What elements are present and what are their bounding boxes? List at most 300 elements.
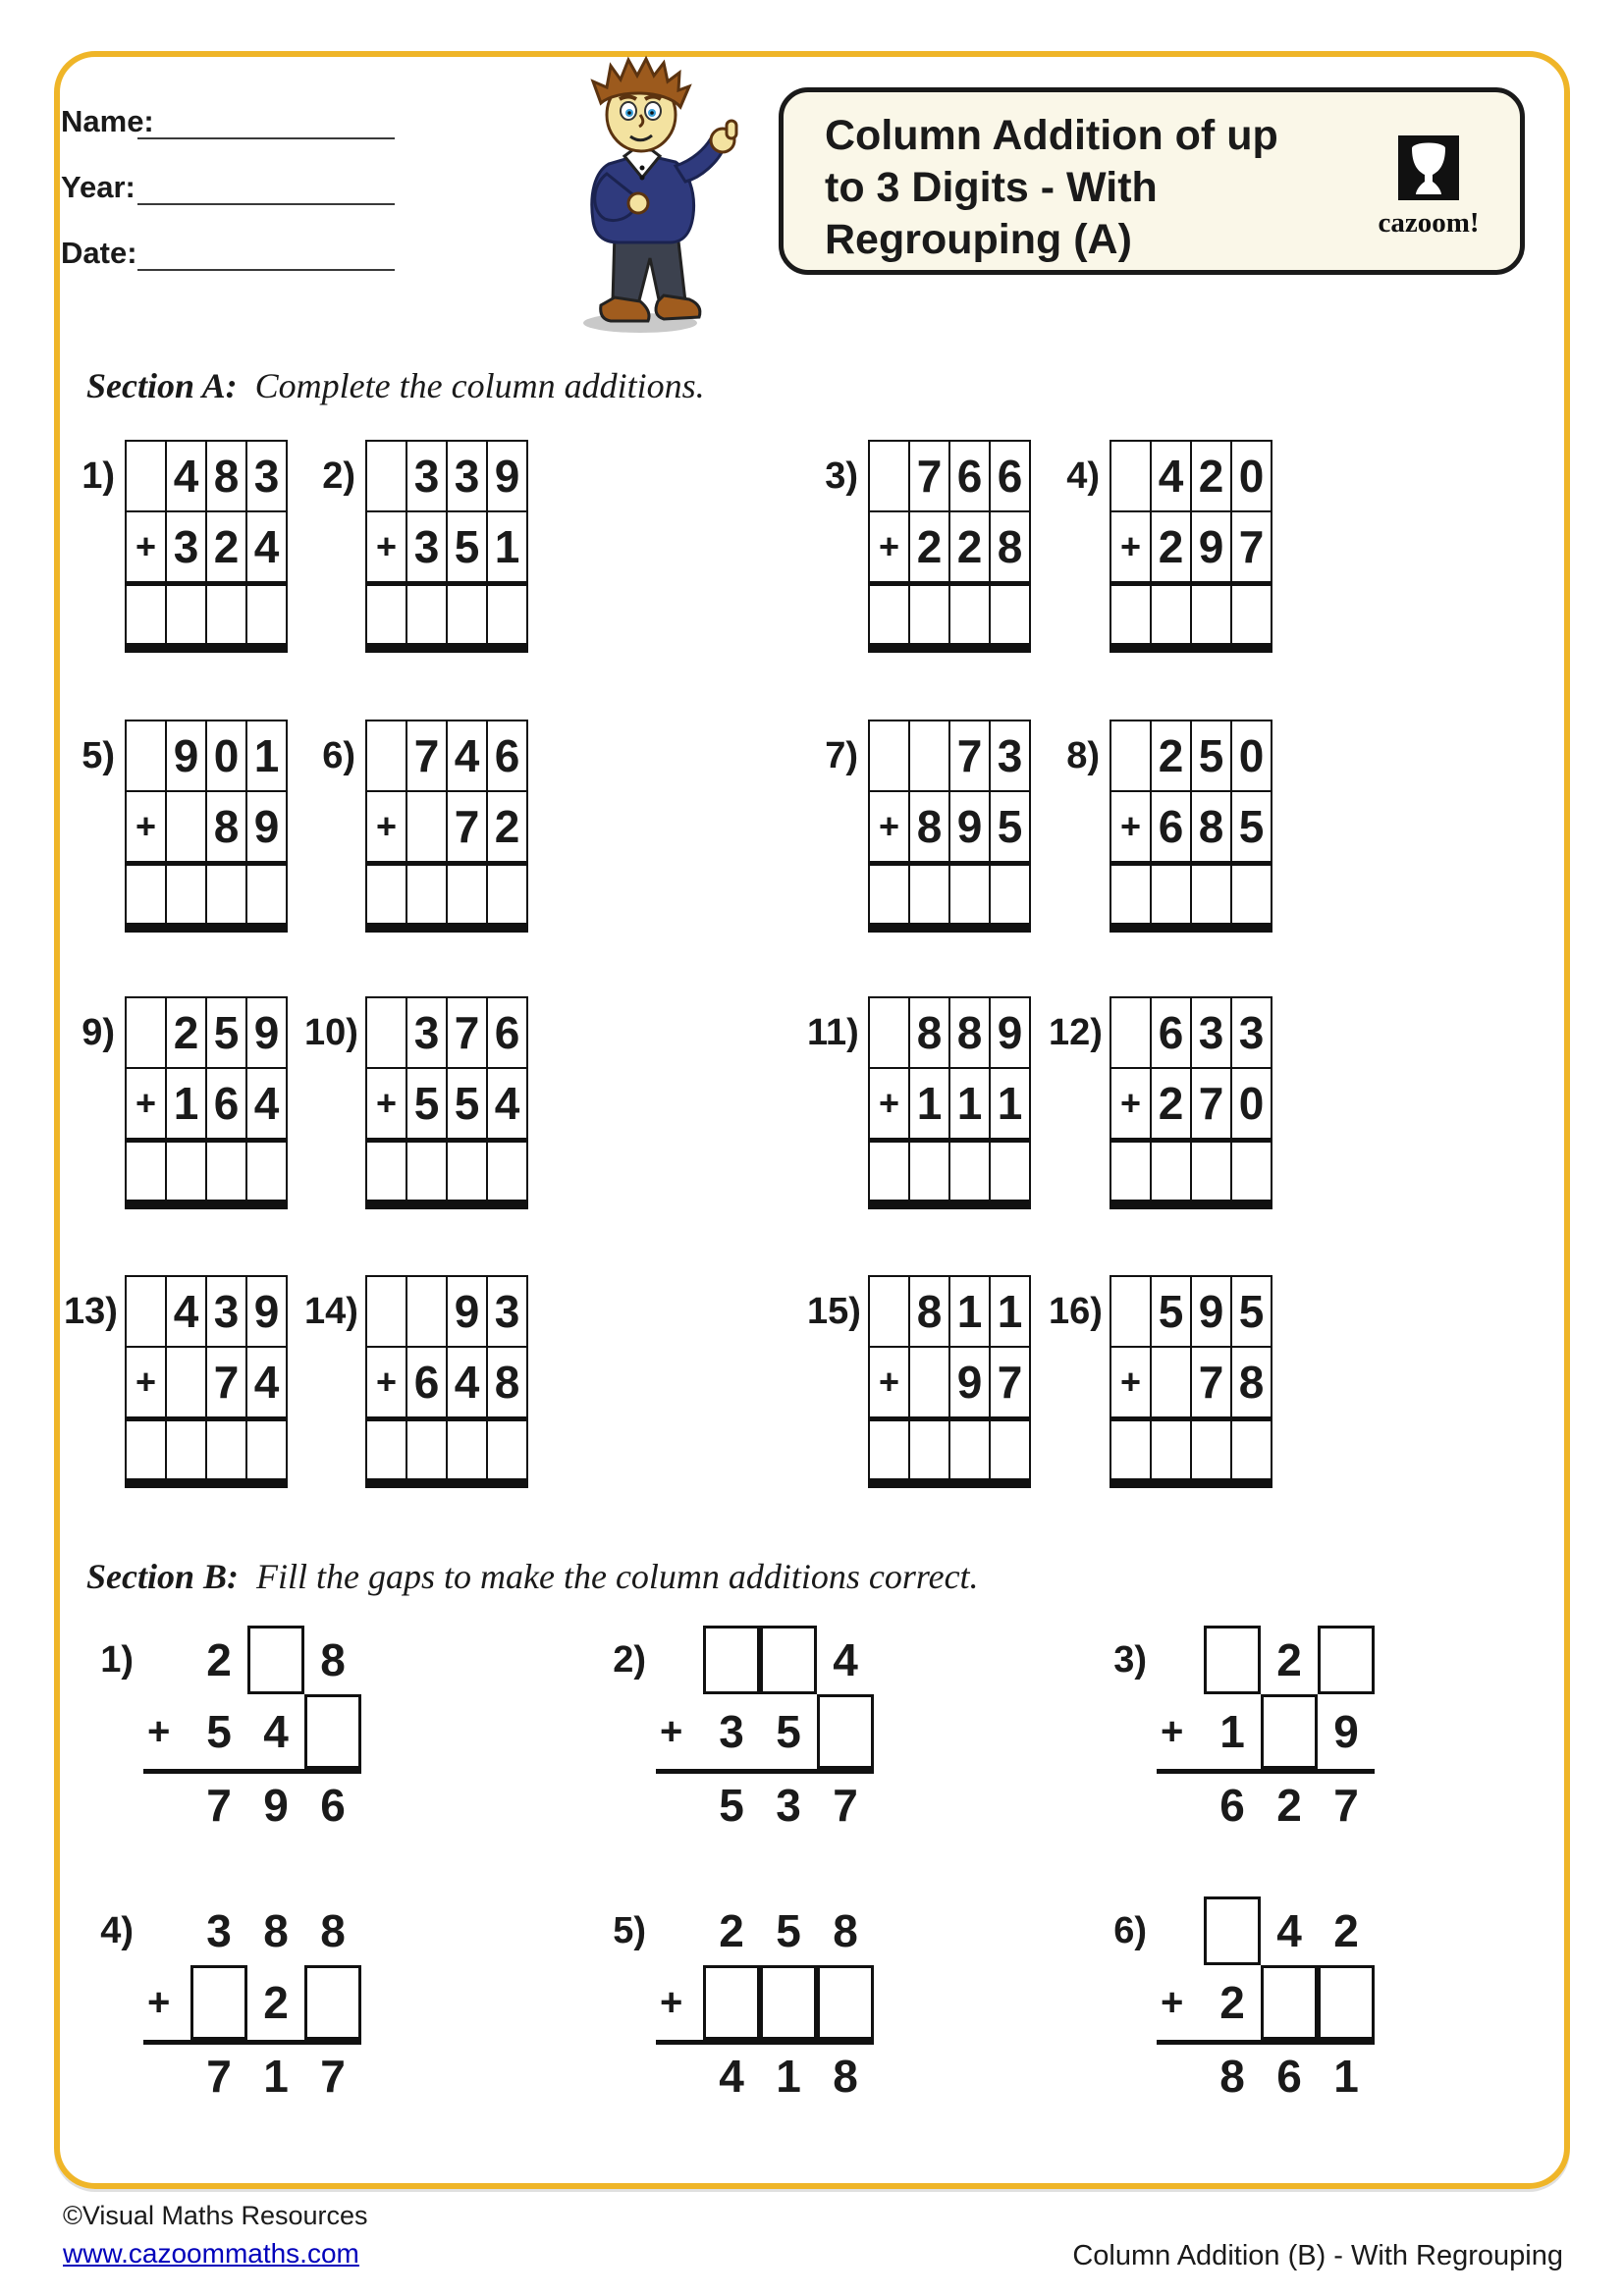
gap-addition-grid <box>1157 1896 1375 2108</box>
gap-box[interactable] <box>1318 1626 1375 1694</box>
digit-cell: 6 <box>205 1069 245 1138</box>
top-addend-row <box>1111 998 1271 1067</box>
digit-cell: 9 <box>486 442 526 510</box>
bottom-addend-row <box>1111 510 1271 581</box>
digit-cell: 1 <box>245 721 286 790</box>
digit-cell: 9 <box>245 998 286 1067</box>
digit-cell: 4 <box>245 512 286 581</box>
bottom-addend-row <box>870 1067 1029 1138</box>
spacer <box>656 1774 703 1837</box>
answer-cell[interactable] <box>1230 586 1271 643</box>
problem-number: 8) <box>1066 735 1100 776</box>
carry-cell[interactable] <box>127 998 165 1067</box>
bottom-addend-row <box>367 790 526 861</box>
answer-cell[interactable] <box>1150 586 1190 643</box>
answer-cell[interactable] <box>486 1421 526 1478</box>
problem-number: 11) <box>807 1012 859 1053</box>
answer-cell[interactable] <box>1190 1143 1230 1200</box>
digit-cell: 8 <box>908 792 948 861</box>
answer-row <box>367 1416 526 1478</box>
carry-cell[interactable] <box>870 721 908 790</box>
gap-box[interactable] <box>760 1965 817 2040</box>
column-addition-grid <box>365 996 528 1209</box>
plus-sign: + <box>1119 1362 1142 1402</box>
drum-icon <box>1398 135 1459 200</box>
answer-cell[interactable] <box>205 1421 245 1478</box>
digit-cell: 6 <box>406 1348 446 1416</box>
answer-cell[interactable] <box>1150 1143 1190 1200</box>
answer-row <box>870 861 1029 923</box>
top-addend-row <box>1111 1277 1271 1346</box>
bottom-addend-row <box>127 510 286 581</box>
digit-cell: 8 <box>320 1634 346 1685</box>
carry-cell[interactable] <box>870 1277 908 1346</box>
gap-addition-grid <box>143 1896 361 2108</box>
section-b-title: Section B: <box>86 1557 240 1596</box>
digit-cell: 5 <box>1190 721 1230 790</box>
answer-cell[interactable] <box>406 1143 446 1200</box>
answer-digit: 1 <box>1333 2051 1359 2102</box>
digit-cell: 3 <box>446 442 486 510</box>
worksheet-title <box>825 110 1278 266</box>
column-addition-grid <box>1110 996 1272 1209</box>
digit-cell: 0 <box>1230 442 1271 510</box>
digit-cell: 7 <box>1230 512 1271 581</box>
bottom-addend-row <box>870 510 1029 581</box>
answer-cell[interactable] <box>1111 1143 1150 1200</box>
gap-addition-grid <box>143 1626 361 1837</box>
digit-cell: 6 <box>1150 998 1190 1067</box>
gap-box[interactable] <box>1261 1694 1318 1769</box>
digit-cell: 2 <box>1276 1634 1302 1685</box>
digit-cell: 3 <box>206 1905 232 1956</box>
digit-cell: 5 <box>206 1706 232 1757</box>
top-addend-row <box>870 998 1029 1067</box>
gap-box[interactable] <box>817 1694 874 1769</box>
problem-number: 10) <box>304 1012 358 1053</box>
digit-cell <box>165 1348 205 1416</box>
answer-row <box>367 1138 526 1200</box>
digit-cell: 5 <box>205 998 245 1067</box>
digit-cell: 5 <box>776 1905 801 1956</box>
answer-row <box>870 1138 1029 1200</box>
digit-cell: 8 <box>263 1905 289 1956</box>
digit-cell: 4 <box>263 1706 289 1757</box>
problem-number: 15) <box>807 1291 861 1332</box>
gap-addition-grid <box>1157 1626 1375 1837</box>
year-field <box>61 170 135 209</box>
column-addition-grid <box>1110 1275 1272 1488</box>
answer-cell[interactable] <box>127 1143 165 1200</box>
spacer <box>1157 1626 1204 1694</box>
digit-cell: 4 <box>1150 442 1190 510</box>
digit-cell: 3 <box>1230 998 1271 1067</box>
digit-cell: 7 <box>446 998 486 1067</box>
gap-box[interactable] <box>1204 1626 1261 1694</box>
digit-cell: 9 <box>245 1277 286 1346</box>
year-label: Year: <box>61 170 135 204</box>
answer-cell[interactable] <box>908 586 948 643</box>
digit-cell: 8 <box>908 1277 948 1346</box>
answer-cell[interactable] <box>367 1421 406 1478</box>
carry-cell[interactable] <box>127 721 165 790</box>
digit-cell: 7 <box>948 721 989 790</box>
digit-cell: 6 <box>1150 792 1190 861</box>
answer-cell[interactable] <box>1111 586 1150 643</box>
answer-digit: 9 <box>263 1780 289 1831</box>
answer-cell[interactable] <box>948 586 989 643</box>
digit-cell: 7 <box>406 721 446 790</box>
answer-cell[interactable] <box>908 866 948 923</box>
answer-cell[interactable] <box>406 586 446 643</box>
digit-cell: 3 <box>205 1277 245 1346</box>
digit-cell: 2 <box>263 1977 289 2028</box>
digit-cell: 8 <box>1230 1348 1271 1416</box>
plus-sign: + <box>878 526 900 566</box>
problem-number: 4) <box>100 1910 134 1951</box>
plus-sign: + <box>878 1362 900 1402</box>
problem-number: 6) <box>1113 1910 1147 1951</box>
answer-cell[interactable] <box>127 866 165 923</box>
digit-cell: 6 <box>486 998 526 1067</box>
answer-cell[interactable] <box>205 1143 245 1200</box>
bottom-addend-row <box>870 790 1029 861</box>
digit-cell: 3 <box>719 1706 744 1757</box>
answer-cell[interactable] <box>205 586 245 643</box>
answer-cell[interactable] <box>245 1143 286 1200</box>
digit-cell <box>1150 1348 1190 1416</box>
bottom-addend-row <box>1111 790 1271 861</box>
answer-digit: 8 <box>1219 2051 1245 2102</box>
spacer <box>143 1774 190 1837</box>
answer-digit: 6 <box>1276 2051 1302 2102</box>
digit-cell: 8 <box>205 792 245 861</box>
gap-box[interactable] <box>190 1965 247 2040</box>
answer-cell[interactable] <box>870 1421 908 1478</box>
top-addend-row <box>127 998 286 1067</box>
problem-number: 14) <box>304 1291 358 1332</box>
answer-row <box>870 1416 1029 1478</box>
answer-cell[interactable] <box>989 1143 1029 1200</box>
answer-cell[interactable] <box>446 866 486 923</box>
bottom-addend-row <box>1111 1067 1271 1138</box>
carry-cell[interactable] <box>367 998 406 1067</box>
answer-row <box>870 581 1029 643</box>
title-line-3: Regrouping (A) <box>825 216 1132 263</box>
answer-cell[interactable] <box>1190 866 1230 923</box>
digit-cell: 3 <box>406 442 446 510</box>
worksheet-footer-title: Column Addition (B) - With Regrouping <box>1072 2240 1563 2271</box>
answer-cell[interactable] <box>245 586 286 643</box>
digit-cell: 2 <box>165 998 205 1067</box>
gap-box[interactable] <box>247 1626 304 1694</box>
plus-sign: + <box>147 1710 171 1753</box>
carry-cell[interactable] <box>1111 998 1150 1067</box>
answer-cell[interactable] <box>367 1143 406 1200</box>
plus-sign: + <box>375 806 398 846</box>
plus-sign: + <box>1119 1083 1142 1123</box>
problem-number: 13) <box>64 1291 118 1332</box>
problem-number: 9) <box>81 1012 115 1053</box>
column-addition-grid <box>868 996 1031 1209</box>
plus-sign: + <box>1119 526 1142 566</box>
answer-cell[interactable] <box>1150 1421 1190 1478</box>
digit-cell: 9 <box>989 998 1029 1067</box>
digit-cell: 8 <box>989 512 1029 581</box>
gap-box[interactable] <box>1318 1965 1375 2040</box>
answer-cell[interactable] <box>127 1421 165 1478</box>
digit-cell: 3 <box>245 442 286 510</box>
digit-cell: 8 <box>205 442 245 510</box>
spacer <box>1157 1774 1204 1837</box>
answer-cell[interactable] <box>165 1143 205 1200</box>
answer-cell[interactable] <box>1111 866 1150 923</box>
carry-cell[interactable] <box>367 1277 406 1346</box>
digit-cell: 2 <box>206 1634 232 1685</box>
answer-digit: 7 <box>206 2051 232 2102</box>
answer-cell[interactable] <box>989 586 1029 643</box>
answer-row <box>127 1416 286 1478</box>
spacer <box>656 1626 703 1694</box>
date-field <box>61 236 137 275</box>
column-addition-grid <box>1110 440 1272 653</box>
digit-cell: 5 <box>446 512 486 581</box>
digit-cell: 9 <box>1190 512 1230 581</box>
spacer <box>656 2045 703 2108</box>
answer-cell[interactable] <box>165 586 205 643</box>
problem-number: 2) <box>322 455 355 497</box>
bottom-addend-row <box>367 510 526 581</box>
answer-cell[interactable] <box>948 1143 989 1200</box>
digit-cell: 9 <box>245 792 286 861</box>
answer-cell[interactable] <box>406 1421 446 1478</box>
plus-sign: + <box>135 1362 157 1402</box>
answer-cell[interactable] <box>1150 866 1190 923</box>
digit-cell: 2 <box>1333 1905 1359 1956</box>
problem-number: 1) <box>81 455 115 497</box>
answer-cell[interactable] <box>908 1143 948 1200</box>
top-addend-row <box>127 442 286 510</box>
answer-cell[interactable] <box>446 586 486 643</box>
date-input-line[interactable] <box>137 269 395 271</box>
section-a-instruction: Complete the column additions. <box>254 366 705 405</box>
digit-cell: 3 <box>165 512 205 581</box>
answer-cell[interactable] <box>486 1143 526 1200</box>
answer-cell[interactable] <box>908 1421 948 1478</box>
column-addition-grid <box>125 996 288 1209</box>
carry-cell[interactable] <box>870 442 908 510</box>
carry-cell[interactable] <box>1111 442 1150 510</box>
answer-digit: 6 <box>1219 1780 1245 1831</box>
plus-sign: + <box>135 806 157 846</box>
digit-cell: 1 <box>908 1069 948 1138</box>
gap-box[interactable] <box>1261 1965 1318 2040</box>
answer-row <box>1111 861 1271 923</box>
plus-sign: + <box>878 806 900 846</box>
top-addend-row <box>127 1277 286 1346</box>
answer-cell[interactable] <box>486 866 526 923</box>
column-addition-grid <box>365 720 528 933</box>
problem-number: 5) <box>81 735 115 776</box>
answer-cell[interactable] <box>870 866 908 923</box>
digit-cell: 1 <box>1219 1706 1245 1757</box>
column-addition-grid <box>125 720 288 933</box>
answer-cell[interactable] <box>948 1421 989 1478</box>
column-addition-grid <box>868 1275 1031 1488</box>
answer-digit: 1 <box>776 2051 801 2102</box>
carry-cell[interactable] <box>367 442 406 510</box>
answer-cell[interactable] <box>870 1143 908 1200</box>
bottom-addend-row <box>1111 1346 1271 1416</box>
digit-cell: 5 <box>446 1069 486 1138</box>
bottom-addend-row <box>367 1067 526 1138</box>
bottom-addend-row <box>127 790 286 861</box>
top-addend-row <box>367 442 526 510</box>
cazoom-logo <box>1365 135 1492 240</box>
answer-cell[interactable] <box>1230 1421 1271 1478</box>
name-input-line[interactable] <box>137 137 395 139</box>
answer-cell[interactable] <box>205 866 245 923</box>
section-a-heading <box>86 365 705 406</box>
digit-cell: 8 <box>833 1905 858 1956</box>
problem-number: 2) <box>613 1639 646 1681</box>
gap-box[interactable] <box>817 1965 874 2040</box>
answer-digit: 7 <box>1333 1780 1359 1831</box>
digit-cell: 4 <box>165 442 205 510</box>
spacer <box>656 1896 703 1965</box>
answer-cell[interactable] <box>446 1143 486 1200</box>
answer-row <box>127 581 286 643</box>
plus-sign: + <box>1161 1981 1184 2024</box>
gap-addition-grid <box>656 1896 874 2108</box>
answer-cell[interactable] <box>1190 586 1230 643</box>
plus-sign: + <box>660 1981 683 2024</box>
gap-box[interactable] <box>1204 1896 1261 1965</box>
digit-cell: 4 <box>446 721 486 790</box>
answer-cell[interactable] <box>870 586 908 643</box>
digit-cell: 5 <box>776 1706 801 1757</box>
section-b-heading <box>86 1556 979 1597</box>
digit-cell: 1 <box>948 1277 989 1346</box>
answer-digit: 7 <box>206 1780 232 1831</box>
digit-cell: 4 <box>833 1634 858 1685</box>
problem-number: 12) <box>1049 1012 1103 1053</box>
answer-cell[interactable] <box>367 866 406 923</box>
digit-cell: 3 <box>486 1277 526 1346</box>
title-line-2: to 3 Digits - With <box>825 164 1158 211</box>
gap-box[interactable] <box>304 1694 361 1769</box>
answer-cell[interactable] <box>446 1421 486 1478</box>
digit-cell: 2 <box>1190 442 1230 510</box>
plus-sign: + <box>375 1083 398 1123</box>
plus-sign: + <box>135 1083 157 1123</box>
answer-cell[interactable] <box>1190 1421 1230 1478</box>
digit-cell: 0 <box>1230 1069 1271 1138</box>
gap-addition-grid <box>656 1626 874 1837</box>
spacer <box>1157 1896 1204 1965</box>
carry-cell[interactable] <box>870 998 908 1067</box>
plus-sign: + <box>135 526 157 566</box>
digit-cell: 6 <box>989 442 1029 510</box>
digit-cell: 2 <box>1219 1977 1245 2028</box>
answer-cell[interactable] <box>367 586 406 643</box>
problem-number: 6) <box>322 735 355 776</box>
plus-sign: + <box>878 1083 900 1123</box>
answer-digit: 7 <box>320 2051 346 2102</box>
problem-number: 16) <box>1049 1291 1103 1332</box>
carry-cell[interactable] <box>367 721 406 790</box>
answer-digit: 4 <box>719 2051 744 2102</box>
answer-cell[interactable] <box>948 866 989 923</box>
year-input-line[interactable] <box>137 203 395 205</box>
cazoommaths-link[interactable]: www.cazoommaths.com <box>63 2238 359 2269</box>
digit-cell <box>165 792 205 861</box>
column-addition-grid <box>868 440 1031 653</box>
digit-cell: 2 <box>1150 721 1190 790</box>
digit-cell: 7 <box>908 442 948 510</box>
top-addend-row <box>1111 721 1271 790</box>
top-addend-row <box>870 721 1029 790</box>
answer-cell[interactable] <box>165 1421 205 1478</box>
answer-digit: 2 <box>1276 1780 1302 1831</box>
title-line-1: Column Addition of up <box>825 112 1278 159</box>
answer-row <box>1111 581 1271 643</box>
answer-cell[interactable] <box>127 586 165 643</box>
digit-cell: 9 <box>165 721 205 790</box>
answer-cell[interactable] <box>989 866 1029 923</box>
gap-box[interactable] <box>703 1965 760 2040</box>
digit-cell: 1 <box>989 1069 1029 1138</box>
digit-cell: 2 <box>719 1905 744 1956</box>
answer-cell[interactable] <box>1230 1143 1271 1200</box>
column-addition-grid <box>365 440 528 653</box>
answer-cell[interactable] <box>1111 1421 1150 1478</box>
digit-cell: 9 <box>1190 1277 1230 1346</box>
carry-cell[interactable] <box>1111 1277 1150 1346</box>
digit-cell: 3 <box>989 721 1029 790</box>
digit-cell: 7 <box>446 792 486 861</box>
answer-cell[interactable] <box>245 866 286 923</box>
answer-cell[interactable] <box>486 586 526 643</box>
answer-cell[interactable] <box>165 866 205 923</box>
digit-cell: 7 <box>989 1348 1029 1416</box>
answer-cell[interactable] <box>406 866 446 923</box>
digit-cell: 6 <box>486 721 526 790</box>
digit-cell: 4 <box>486 1069 526 1138</box>
digit-cell: 4 <box>446 1348 486 1416</box>
gap-box[interactable] <box>304 1965 361 2040</box>
gap-box[interactable] <box>703 1626 760 1694</box>
answer-digit: 8 <box>833 2051 858 2102</box>
spacer <box>143 2045 190 2108</box>
carry-cell[interactable] <box>1111 721 1150 790</box>
answer-cell[interactable] <box>1230 866 1271 923</box>
digit-cell: 2 <box>486 792 526 861</box>
column-addition-grid <box>365 1275 528 1488</box>
digit-cell <box>908 1348 948 1416</box>
digit-cell <box>406 1277 446 1346</box>
spacer <box>1157 2045 1204 2108</box>
top-addend-row <box>367 721 526 790</box>
answer-cell[interactable] <box>989 1421 1029 1478</box>
gap-box[interactable] <box>760 1626 817 1694</box>
carry-cell[interactable] <box>127 1277 165 1346</box>
digit-cell: 7 <box>1190 1069 1230 1138</box>
plus-sign: + <box>375 526 398 566</box>
answer-cell[interactable] <box>245 1421 286 1478</box>
problem-number: 4) <box>1066 455 1100 497</box>
carry-cell[interactable] <box>127 442 165 510</box>
